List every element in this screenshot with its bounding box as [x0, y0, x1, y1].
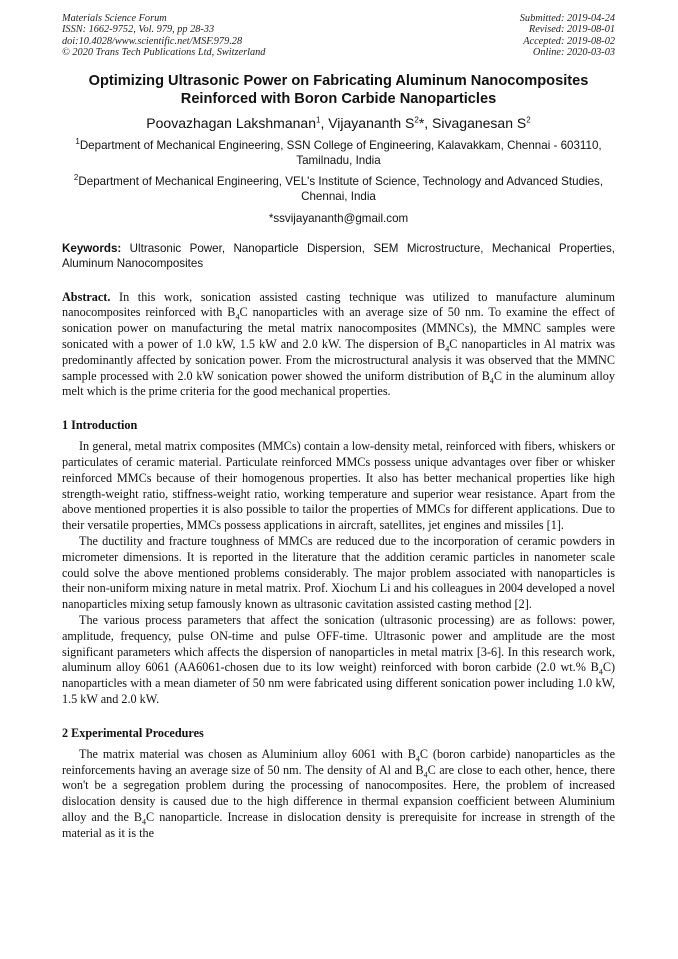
abstract-text: In this work, sonication assisted casting technique was utilized to manufacture aluminum nanocomposites reinforced with B — [62, 289, 615, 320]
corresponding-mark: * — [418, 114, 425, 131]
abstract-text: C nanoparticles with an average size of 50 nm. To examine the effect of sonication power on manufacturing the metal matrix nanocomposites (MMNCs), the MMNC samples were sonicated with a power of 1.0 kW, 1.5 kW and 2.0 kW. The dispersion of B — [62, 305, 615, 352]
submission-dates — [520, 13, 615, 59]
abstract-text: C nanoparticles in Al matrix was predominantly affected by sonication power. From the microstructural analysis it was observed that the MMNC sample processed with 2.0 kW sonication power showed the uniform distribution of B — [62, 337, 615, 383]
intro-paragraph-2: The ductility and fracture toughness of MMCs are reduced due to the incorporation of ceramic powders in micrometer dimensions. It is reported in the literature that the addition ceramic particles in nanometer scale could solve the above mentioned problems considerably. The major problem associated with nanoparticles is their non-uniform mixing nature in metal matrix. Prof. Xiochum Li and his colleagues in 2004 developed a novel nanoparticles mixing setup famously known as ultrasonic cavitation assisted casting method [2]. — [62, 533, 615, 612]
paragraph-text: C are close to each other, hence, there won't be a segregation problem during the processing of nanocomposites. Here, the problem of increased dislocation density is caused due to the high difference in thermal expansion coefficient between Aluminium alloy and the B — [62, 762, 615, 824]
title-line-1: Optimizing Ultrasonic Power on Fabricating Aluminum Nanocomposites — [88, 72, 589, 89]
paragraph-text: C nanoparticle. Increase in dislocation density is prerequisite for increase in strength of the material as it is the — [62, 809, 615, 840]
subscript: 4 — [598, 667, 603, 677]
intro-paragraph-1: In general, metal matrix composites (MMCs) contain a low-density metal, reinforced with fibers, whiskers or particulates of ceramic material. Particulate reinforced MMCs possess unique advantages over fiber or whisker reinforced MMCs because of their homogenous properties. It also has better mechanical properties like high strength-weight ratio, stiffness-weight ratio, working temperature and superior wear resistance. Apart from the above mentioned properties it is also possible to tailor the properties of MMCs for different applications. Due to their versatile properties, MMCs possess applications in aircraft, satellites, jet engines and missiles [1]. — [62, 439, 615, 533]
paragraph-text: C) nanoparticles with a mean diameter of 50 nm were fabricated using different sonication power including 1.0 kW, 1.5 kW and 2.0 kW. — [62, 660, 615, 706]
experimental-paragraph-1 — [62, 747, 615, 842]
keywords — [62, 241, 615, 271]
doi-line: doi:10.4028/www.scientific.net/MSF.979.28 — [62, 35, 243, 47]
author-1: Poovazhagan Lakshmanan — [146, 114, 316, 131]
subscript: 4 — [489, 376, 494, 386]
issn-line: ISSN: 1662-9752, Vol. 979, pp 28-33 — [62, 24, 215, 36]
paper-page — [62, 13, 615, 842]
journal-header — [62, 13, 615, 59]
journal-name: Materials Science Forum — [62, 13, 167, 24]
submitted-date: Submitted: 2019-04-24 — [519, 13, 615, 24]
affiliation-2-number: 2 — [73, 172, 79, 182]
copyright-line: © 2020 Trans Tech Publications Ltd, Switzerland — [62, 47, 266, 59]
author-separator: , — [320, 114, 329, 131]
author-1-affil: 1 — [315, 114, 321, 124]
abstract-text: C in the aluminum alloy melt which is the prime criteria for the good mechanical properties. — [62, 368, 615, 399]
affiliation-1-number: 1 — [75, 136, 80, 146]
affiliation-1-text: Department of Mechanical Engineering, SSN College of Engineering, Kalavakkam, Chennai - 603110, Tamilnadu, India — [79, 138, 602, 167]
subscript: 4 — [142, 817, 147, 827]
paper-title — [62, 72, 615, 108]
online-date: Online: 2020-03-03 — [532, 47, 615, 59]
abstract — [62, 290, 615, 401]
author-separator: , — [424, 114, 433, 131]
affiliation-1 — [62, 138, 615, 168]
keywords-text: Ultrasonic Power, Nanoparticle Dispersion, SEM Microstructure, Mechanical Properties, Aluminum Nanocomposites — [62, 241, 615, 270]
revised-date: Revised: 2019-08-01 — [528, 24, 615, 36]
paragraph-text: The matrix material was chosen as Aluminium alloy 6061 with B — [79, 746, 416, 761]
affiliation-2 — [62, 174, 615, 204]
keywords-label: Keywords: — [62, 241, 122, 255]
author-3: Sivaganesan S — [432, 114, 527, 131]
author-2: Vijayananth S — [328, 114, 415, 131]
paragraph-text: C (boron carbide) nanoparticles as the reinforcements having an average size of 50 nm. The density of Al and B — [62, 746, 615, 777]
journal-info — [62, 13, 265, 59]
author-2-affil: 2 — [414, 114, 419, 124]
paragraph-text: The various process parameters that affect the sonication (ultrasonic processing) are as follows: power, amplitude, frequency, pulse ON-time and pulse OFF-time. Ultrasonic power and amplitude are the most significant parameters which affects the dispersion of nanoparticles in metal matrix [3-6]. In this research work, aluminum alloy 6061 (AA6061-chosen due to its low weight) reinforced with boron carbide (2.0 wt.% B — [62, 612, 615, 675]
subscript: 4 — [423, 769, 428, 779]
author-3-affil: 2 — [526, 114, 531, 124]
author-list — [62, 114, 615, 132]
accepted-date: Accepted: 2019-08-02 — [523, 35, 615, 47]
intro-paragraph-3 — [62, 613, 615, 708]
affiliation-2-text: Department of Mechanical Engineering, VEL's Institute of Science, Technology and Advanced Studies, Chennai, India — [78, 174, 604, 203]
title-line-2: Reinforced with Boron Carbide Nanoparticles — [180, 90, 497, 107]
corresponding-email: *ssvijayananth@gmail.com — [268, 211, 409, 225]
subscript: 4 — [445, 344, 450, 354]
abstract-label: Abstract. — [62, 289, 111, 304]
subscript: 4 — [235, 312, 240, 322]
section-heading-experimental: 2 Experimental Procedures — [62, 725, 204, 740]
section-heading-introduction: 1 Introduction — [62, 418, 138, 433]
subscript: 4 — [415, 754, 420, 764]
